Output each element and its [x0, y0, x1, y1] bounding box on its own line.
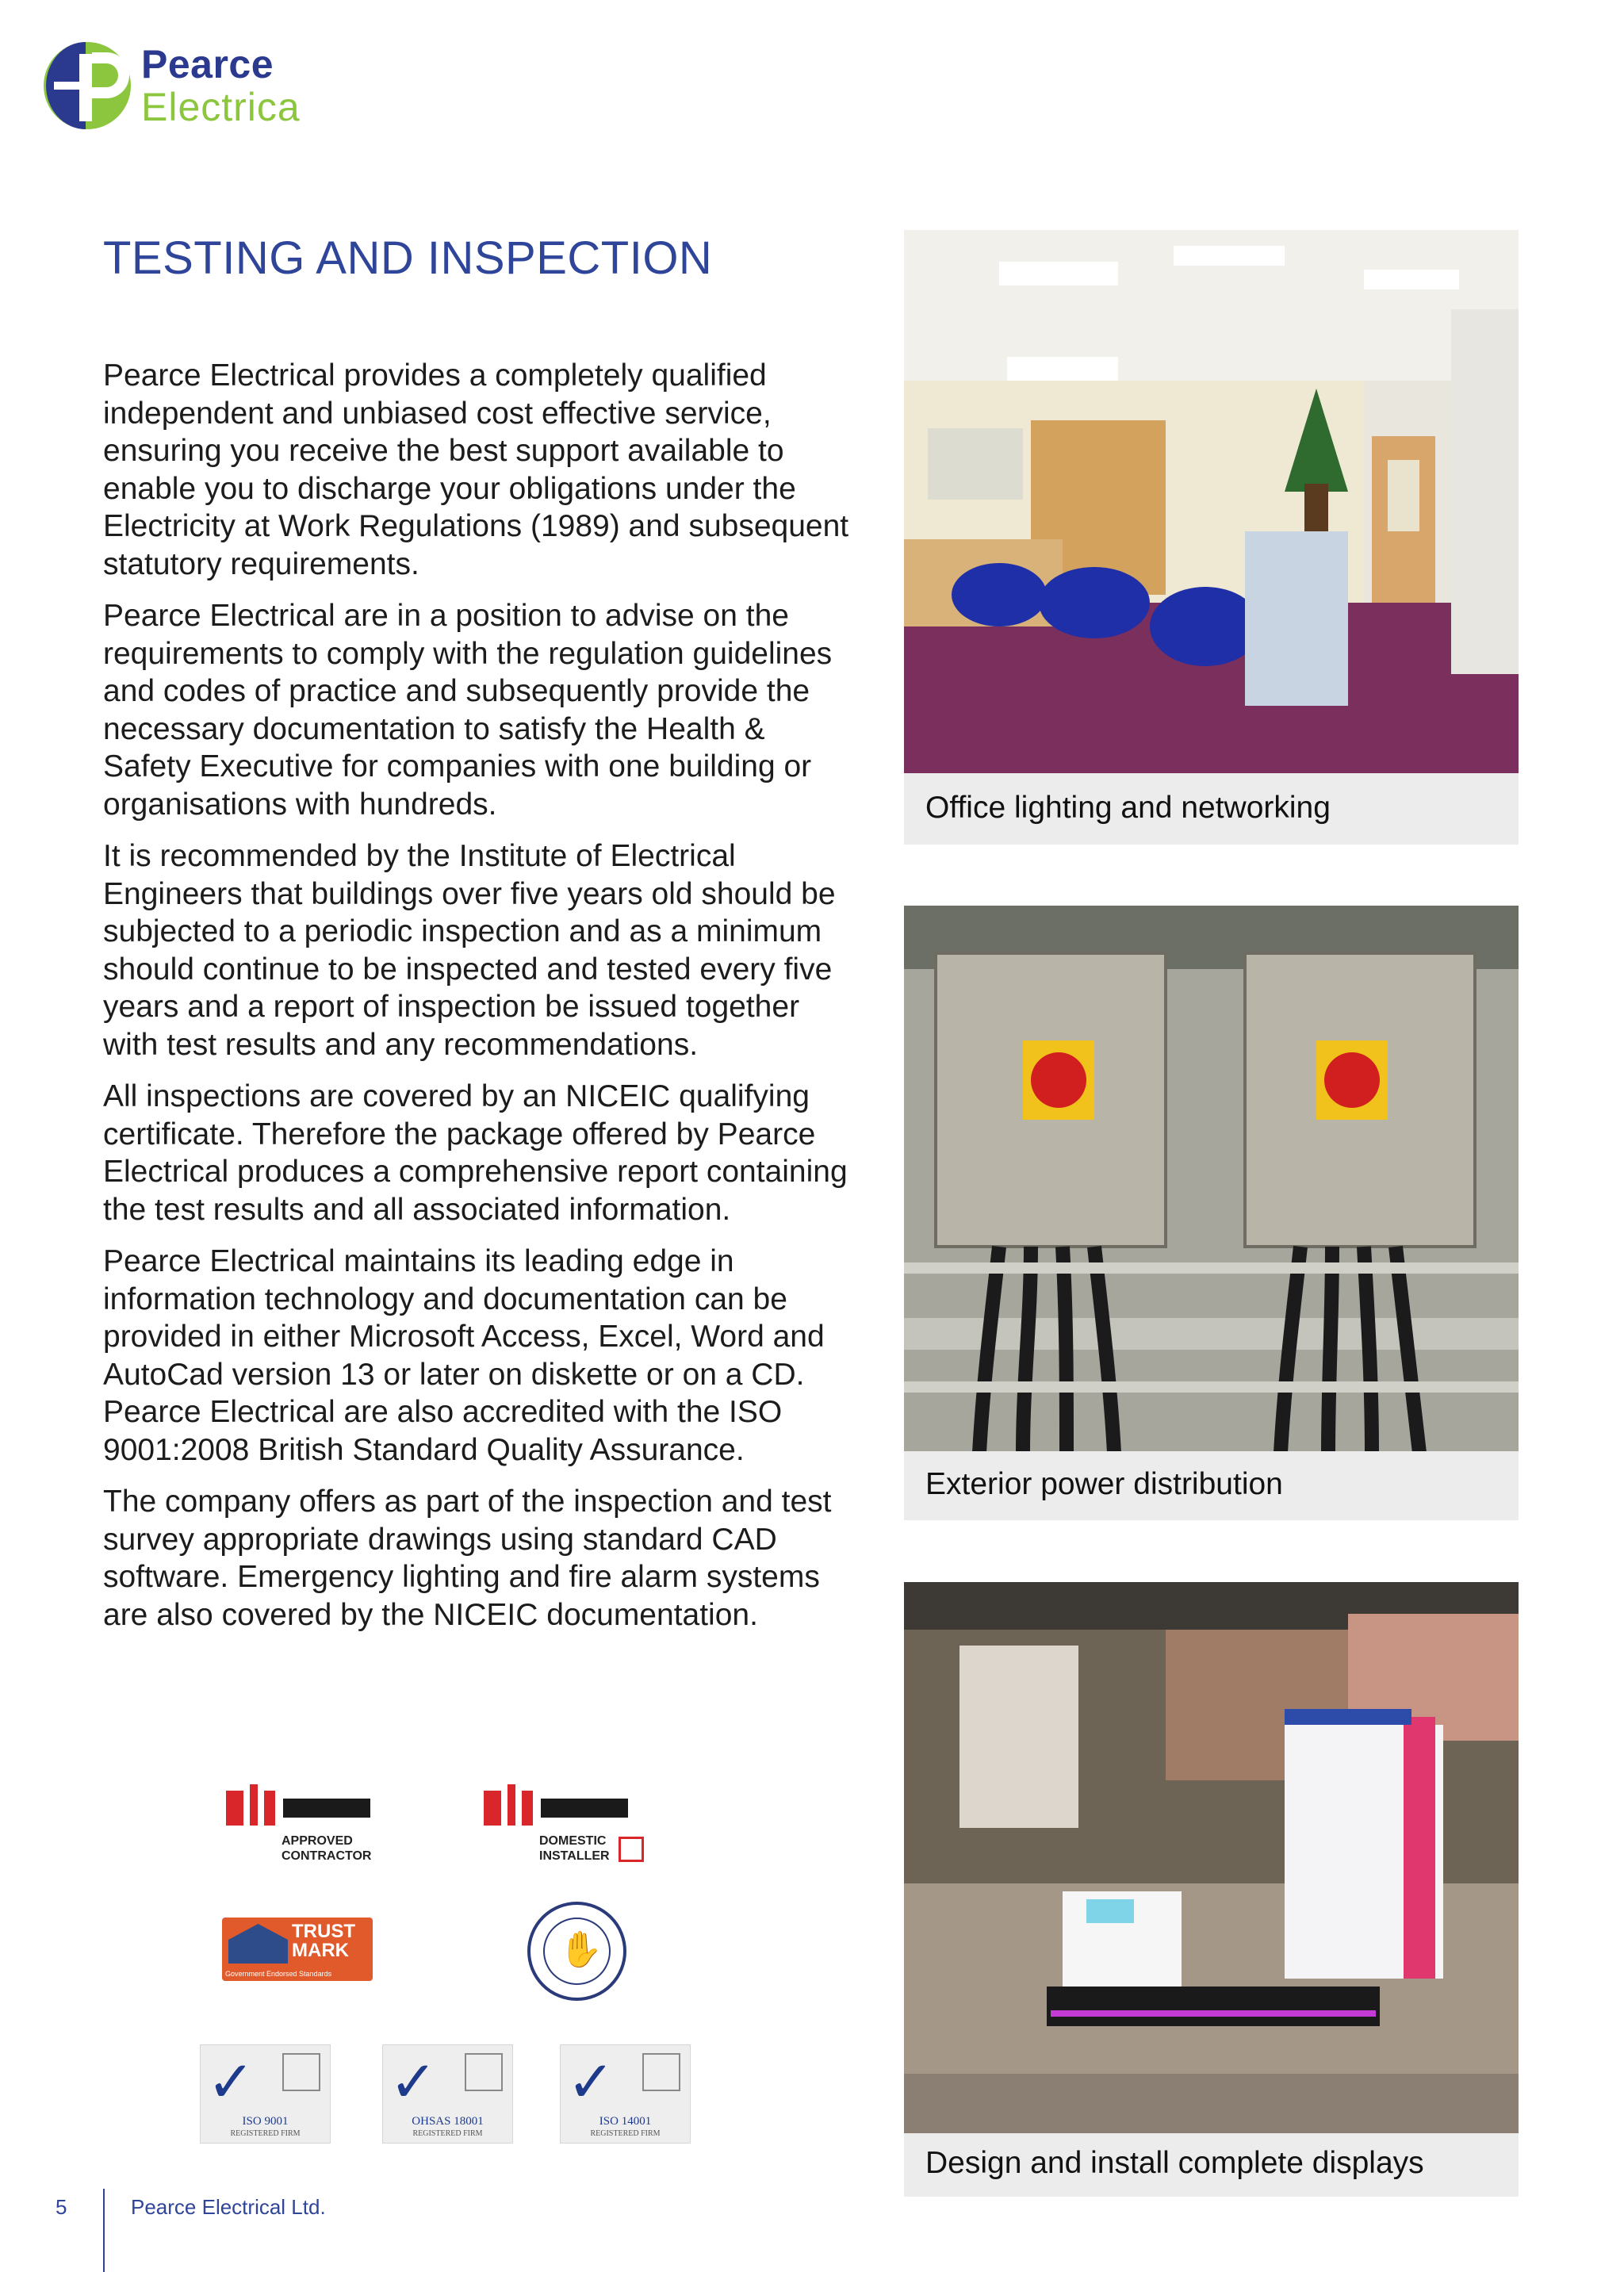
mall-display-photo	[904, 1582, 1519, 2133]
accreditation-seal-logo	[527, 1902, 626, 2001]
paragraph: All inspections are covered by an NICEIC qualifying certificate. Therefore the package offered by Pearce Electrical produces a comprehensive report containing the test results and all associated information.	[103, 1079, 848, 1227]
qms-mark-icon	[282, 2053, 320, 2091]
niceic-domestic-text: DOMESTIC INSTALLER	[539, 1834, 610, 1863]
check-icon: ✓	[207, 2048, 255, 2115]
trustmark-logo	[222, 1918, 373, 1981]
hand-icon: ✋	[559, 1929, 603, 1970]
footer-company-name: Pearce Electrical Ltd.	[131, 2195, 326, 2219]
check-icon: ✓	[389, 2048, 438, 2115]
page-title: TESTING AND INSPECTION	[103, 232, 713, 284]
paragraph: The company offers as part of the inspection and test survey appropriate drawings using standard CAD software. Emergency lighting and fire alarm systems are also covered by the NICEIC documentation.	[103, 1485, 832, 1632]
pearce-logo-mark	[38, 38, 133, 133]
footer-divider	[103, 2189, 105, 2272]
check-icon: ✓	[567, 2048, 615, 2115]
isolator-switches-photo	[904, 906, 1519, 1453]
iso-status: REGISTERED FIRM	[230, 2129, 301, 2138]
iso-9001-badge	[200, 2044, 331, 2144]
office-interior-photo	[904, 230, 1519, 773]
trustmark-text: TRUST MARK	[292, 1921, 355, 1961]
company-logo	[38, 38, 324, 133]
qms-mark-icon	[465, 2053, 503, 2091]
photo-exterior	[904, 906, 1519, 1520]
iso-name: ISO 9001	[242, 2115, 289, 2128]
iso-14001-badge	[560, 2044, 691, 2144]
iso-name: ISO 14001	[599, 2115, 652, 2128]
logo-text-pearce: Pearce	[141, 42, 274, 86]
niceic-approved-contractor-logo	[226, 1791, 373, 1878]
photo-display	[904, 1582, 1519, 2197]
paragraph: Pearce Electrical maintains its leading edge in information technology and documentation can be provided in either Microsoft Access, Excel, Word and AutoCad version 13 or later on diskette or on a CD. Pearce Electrical are also accredited with the ISO 9001:2008 British Standard Quality Assurance.	[103, 1244, 825, 1467]
qms-mark-icon	[642, 2053, 680, 2091]
niceic-domestic-installer-logo	[484, 1791, 630, 1878]
logo-text-electrica: Electrica	[141, 85, 301, 129]
ohsas-18001-badge	[382, 2044, 513, 2144]
photo-office	[904, 230, 1519, 845]
photo-caption: Office lighting and networking	[904, 773, 1519, 845]
body-text	[103, 357, 856, 1648]
paragraph: Pearce Electrical provides a completely qualified independent and unbiased cost effective service, ensuring you receive the best support available to enable you to discharge your obligations under the Electricity at Work Regulations (1989) and subsequent statutory requirements.	[103, 358, 849, 581]
page-number: 5	[56, 2195, 67, 2219]
niceic-approved-text: APPROVED CONTRACTOR	[282, 1834, 372, 1863]
photo-caption: Exterior power distribution	[904, 1451, 1519, 1520]
photo-caption: Design and install complete displays	[904, 2133, 1519, 2197]
house-icon	[619, 1837, 644, 1862]
trustmark-footer: Government Endorsed Standards	[225, 1970, 332, 1978]
paragraph: It is recommended by the Institute of Electrical Engineers that buildings over five years old should be subjected to a periodic inspection and as a minimum should continue to be inspected and tested every five years and a report of inspection be issued together with test results and any recommendations.	[103, 839, 836, 1062]
paragraph: Pearce Electrical are in a position to advise on the requirements to comply with the regulation guidelines and codes of practice and subsequently provide the necessary documentation to satisfy the Health & Safety Executive for companies with one building or organisations with hundreds.	[103, 599, 833, 822]
iso-status: REGISTERED FIRM	[412, 2129, 483, 2138]
iso-name: OHSAS 18001	[412, 2115, 484, 2128]
iso-status: REGISTERED FIRM	[590, 2129, 661, 2138]
